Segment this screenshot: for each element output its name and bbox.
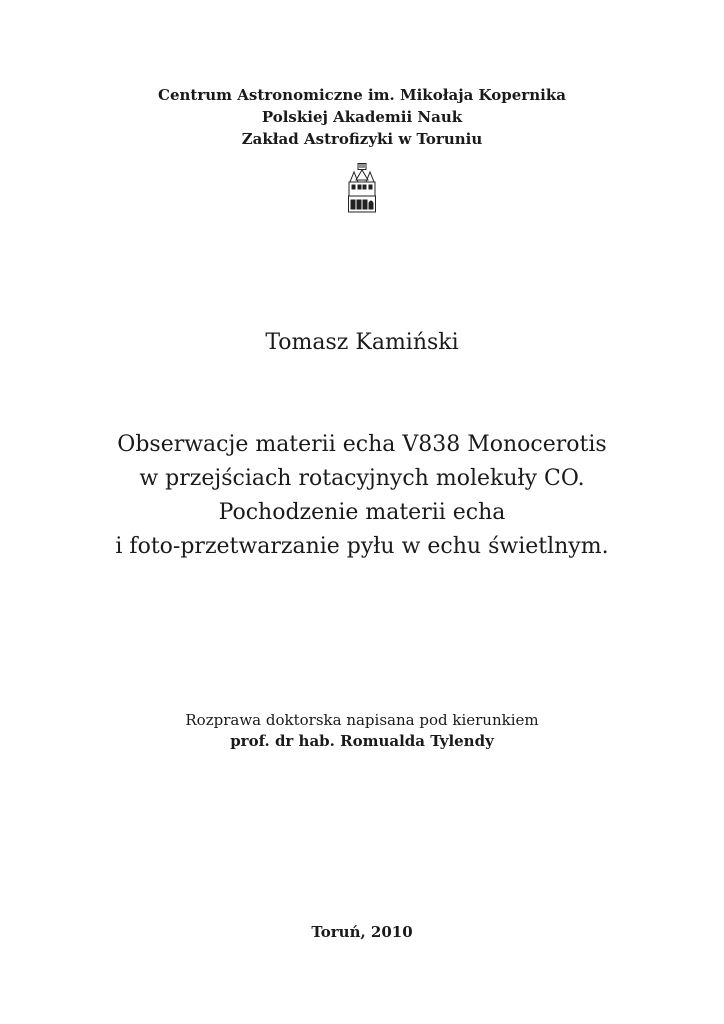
title-line-3: Pochodzenie materii echa [218,500,506,525]
supervision-label: Rozprawa doktorska napisana pod kierunkiem [185,711,539,729]
title-line-2: w przejściach rotacyjnych molekuły CO. [139,466,585,491]
thesis-title [0,428,724,564]
institution-emblem-icon [347,162,377,214]
title-line-1: Obserwacje materii echa V838 Monocerotis [117,432,607,457]
institution-line-2: Polskiej Akademii Nauk [261,108,463,126]
supervision-block [0,710,724,752]
logo-container [0,162,724,218]
institution-header [0,84,724,150]
place-and-date: Toruń, 2010 [311,923,413,941]
author-name: Tomasz Kamiński [265,330,459,355]
supervisor-name: prof. dr hab. Romualda Tylendy [230,732,494,750]
title-line-4: i foto-przetwarzanie pyłu w echu świetlnym. [115,534,609,559]
institution-line-1: Centrum Astronomiczne im. Mikołaja Kopernika [158,86,566,104]
institution-line-3: Zakład Astrofizyki w Toruniu [241,130,483,148]
